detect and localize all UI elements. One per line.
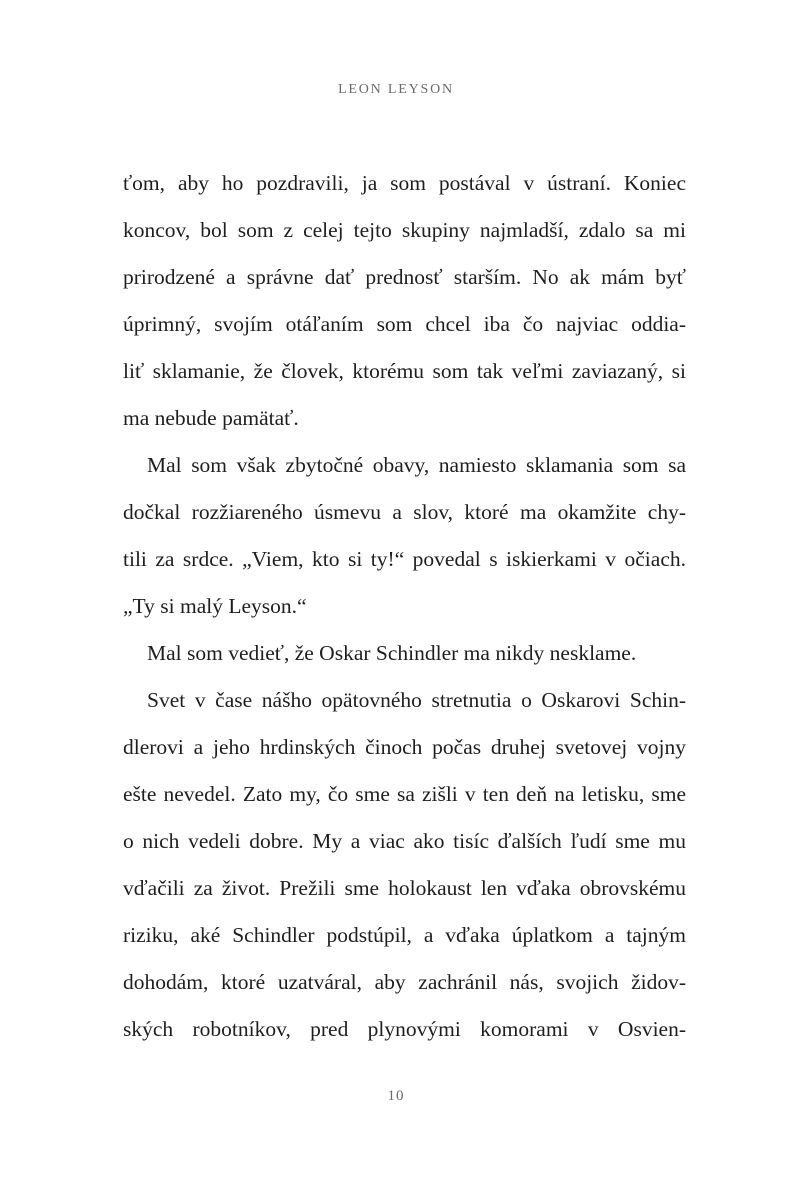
text-line: Mal som vedieť, že Oskar Schindler ma nikdy nesklame. [147,641,637,665]
text-line: liť sklamanie, že človek, ktorému som tak veľmi zaviazaný, si [123,359,686,383]
text-line: o nich vedeli dobre. My a viac ako tisíc ďalších ľudí sme mu [123,829,686,853]
text-line: riziku, aké Schindler podstúpil, a vďaka úplatkom a tajným [123,923,686,947]
text-line: Svet v čase nášho opätovného stretnutia o Oskarovi Schin- [147,688,686,712]
running-head: LEON LEYSON [338,82,454,97]
text-line: ešte nevedel. Zato my, čo sme sa zišli v ten deň na letisku, sme [123,782,686,806]
text-line: dočkal rozžiareného úsmevu a slov, ktoré ma okamžite chy- [123,500,686,524]
text-line: ťom, aby ho pozdravili, ja som postával v ústraní. Koniec [123,171,686,195]
text-line: tili za srdce. „Viem, kto si ty!“ povedal s iskierkami v očiach. [123,547,686,571]
text-line: koncov, bol som z celej tejto skupiny najmladší, zdalo sa mi [123,218,686,242]
text-line: Mal som však zbytočné obavy, namiesto sklamania som sa [147,453,686,477]
text-line: dlerovi a jeho hrdinských činoch počas druhej svetovej vojny [123,735,686,759]
page-number: 10 [387,1088,405,1104]
text-line: „Ty si malý Leyson.“ [123,594,307,618]
text-line: ských robotníkov, pred plynovými komorami v Osvien- [123,1017,686,1041]
text-line: prirodzené a správne dať prednosť starším. No ak mám byť [123,265,686,289]
text-line: dohodám, ktoré uzatváral, aby zachránil nás, svojich židov- [123,970,686,994]
body-text [123,160,686,1053]
text-line: vďačili za život. Prežili sme holokaust len vďaka obrovskému [123,876,686,900]
text-line: ma nebude pamätať. [123,406,299,430]
text-line: úprimný, svojím otáľaním som chcel iba čo najviac oddia- [123,312,686,336]
